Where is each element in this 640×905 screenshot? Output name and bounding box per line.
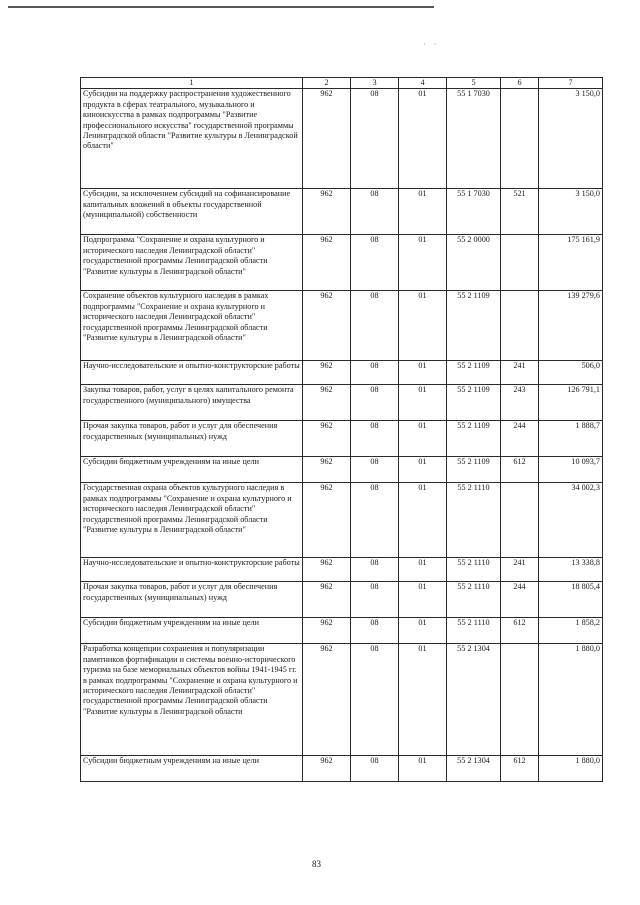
- column-header-3: 3: [351, 78, 399, 89]
- amount: 1 858,2: [539, 618, 603, 644]
- section: 08: [351, 483, 399, 558]
- expense-type: [501, 235, 539, 291]
- section: 08: [351, 235, 399, 291]
- subsection: 01: [399, 189, 447, 235]
- table-row: [81, 385, 603, 421]
- table-row: [81, 756, 603, 782]
- table-row: [81, 235, 603, 291]
- table-row: [81, 558, 603, 582]
- subsection: 01: [399, 582, 447, 618]
- target-article: 55 2 1109: [447, 291, 501, 361]
- section: 08: [351, 291, 399, 361]
- row-description: Субсидии бюджетным учреждениям на иные цели: [81, 618, 303, 644]
- amount: 139 279,6: [539, 291, 603, 361]
- subsection: 01: [399, 421, 447, 457]
- target-article: 55 1 7030: [447, 189, 501, 235]
- table-row: [81, 618, 603, 644]
- amount: 34 002,3: [539, 483, 603, 558]
- section: 08: [351, 89, 399, 189]
- row-description: Сохранение объектов культурного наследия в рамках подпрограммы "Сохранение и охрана культурного и исторического наследия Ленинградской области" государственной программы Ленинградской области "Развитие культуры в Ленинградской области": [81, 291, 303, 361]
- amount: 506,0: [539, 361, 603, 385]
- budget-code: 962: [303, 618, 351, 644]
- column-header-7: 7: [539, 78, 603, 89]
- target-article: 55 2 1304: [447, 644, 501, 756]
- column-header-5: 5: [447, 78, 501, 89]
- budget-code: 962: [303, 457, 351, 483]
- expense-type: 612: [501, 756, 539, 782]
- target-article: 55 2 1109: [447, 457, 501, 483]
- budget-code: 962: [303, 582, 351, 618]
- expense-type: 612: [501, 618, 539, 644]
- subsection: 01: [399, 385, 447, 421]
- page-number: 83: [312, 859, 321, 869]
- target-article: 55 2 1110: [447, 618, 501, 644]
- table-row: [81, 291, 603, 361]
- subsection: 01: [399, 756, 447, 782]
- section: 08: [351, 618, 399, 644]
- row-description: Субсидии на поддержку распространения художественного продукта в сферах театрального, музыкального и киноискусства в рамках подпрограммы "Развитие профессионального искусства" государственной программы Ленинградской области "Развитие культуры в Ленинградской области": [81, 89, 303, 189]
- expense-type: [501, 291, 539, 361]
- table-row: [81, 644, 603, 756]
- column-header-4: 4: [399, 78, 447, 89]
- table-row: [81, 89, 603, 189]
- subsection: 01: [399, 558, 447, 582]
- budget-code: 962: [303, 483, 351, 558]
- target-article: 55 2 1110: [447, 558, 501, 582]
- expense-type: 241: [501, 361, 539, 385]
- subsection: 01: [399, 618, 447, 644]
- section: 08: [351, 558, 399, 582]
- subsection: 01: [399, 483, 447, 558]
- table-row: [81, 189, 603, 235]
- expense-type: [501, 483, 539, 558]
- table-row: [81, 457, 603, 483]
- budget-code: 962: [303, 644, 351, 756]
- expense-type: [501, 89, 539, 189]
- amount: 3 150,0: [539, 89, 603, 189]
- amount: 1 888,7: [539, 421, 603, 457]
- target-article: 55 2 1110: [447, 582, 501, 618]
- subsection: 01: [399, 457, 447, 483]
- row-description: Субсидии бюджетным учреждениям на иные цели: [81, 457, 303, 483]
- amount: 3 150,0: [539, 189, 603, 235]
- target-article: 55 1 7030: [447, 89, 501, 189]
- amount: 1 880,0: [539, 644, 603, 756]
- target-article: 55 2 1109: [447, 361, 501, 385]
- row-description: Научно-исследовательские и опытно-конструкторские работы: [81, 361, 303, 385]
- column-header-2: 2: [303, 78, 351, 89]
- amount: 13 338,8: [539, 558, 603, 582]
- budget-code: 962: [303, 89, 351, 189]
- row-description: Закупка товаров, работ, услуг в целях капитального ремонта государственного (муниципального) имущества: [81, 385, 303, 421]
- expense-type: 241: [501, 558, 539, 582]
- budget-code: 962: [303, 291, 351, 361]
- budget-code: 962: [303, 361, 351, 385]
- header-row: [81, 78, 603, 89]
- section: 08: [351, 189, 399, 235]
- table-row: [81, 582, 603, 618]
- budget-code: 962: [303, 558, 351, 582]
- target-article: 55 2 1109: [447, 421, 501, 457]
- budget-table: [80, 77, 603, 782]
- subsection: 01: [399, 291, 447, 361]
- section: 08: [351, 756, 399, 782]
- section: 08: [351, 361, 399, 385]
- table-row: [81, 421, 603, 457]
- table-row: [81, 483, 603, 558]
- top-rule: [8, 6, 434, 8]
- budget-code: 962: [303, 421, 351, 457]
- subsection: 01: [399, 644, 447, 756]
- budget-code: 962: [303, 189, 351, 235]
- row-description: Субсидии бюджетным учреждениям на иные цели: [81, 756, 303, 782]
- expense-type: 612: [501, 457, 539, 483]
- column-header-1: 1: [81, 78, 303, 89]
- amount: 1 880,0: [539, 756, 603, 782]
- target-article: 55 2 1109: [447, 385, 501, 421]
- target-article: 55 2 0000: [447, 235, 501, 291]
- table-row: [81, 361, 603, 385]
- budget-code: 962: [303, 235, 351, 291]
- subsection: 01: [399, 235, 447, 291]
- row-description: Прочая закупка товаров, работ и услуг для обеспечения государственных (муниципальных) нужд: [81, 582, 303, 618]
- row-description: Подпрограмма "Сохранение и охрана культурного и исторического наследия Ленинградской области" государственной программы Ленинградской области "Развитие культуры в Ленинградской области": [81, 235, 303, 291]
- section: 08: [351, 582, 399, 618]
- subsection: 01: [399, 89, 447, 189]
- expense-type: 243: [501, 385, 539, 421]
- amount: 126 791,1: [539, 385, 603, 421]
- amount: 175 161,9: [539, 235, 603, 291]
- column-header-6: 6: [501, 78, 539, 89]
- amount: 10 093,7: [539, 457, 603, 483]
- target-article: 55 2 1304: [447, 756, 501, 782]
- row-description: Научно-исследовательские и опытно-конструкторские работы: [81, 558, 303, 582]
- row-description: Государственная охрана объектов культурного наследия в рамках подпрограммы "Сохранение и охрана культурного и исторического наследия Ленинградской области" государственной программы Ленинградской области "Развитие культуры в Ленинградской области": [81, 483, 303, 558]
- row-description: Разработка концепции сохранения и популяризации памятников фортификации и системы военно-исторического туризма на базе мемориальных объектов войны 1941-1945 гг. в рамках подпрограммы "Сохранение и охрана культурного и исторического наследия Ленинградской области" государственной программы Ленинградской области "Развитие культуры в Ленинградской области: [81, 644, 303, 756]
- expense-type: 244: [501, 582, 539, 618]
- section: 08: [351, 421, 399, 457]
- budget-code: 962: [303, 385, 351, 421]
- scan-specks: · ·: [423, 40, 440, 49]
- expense-type: 521: [501, 189, 539, 235]
- subsection: 01: [399, 361, 447, 385]
- row-description: Субсидии, за исключением субсидий на софинансирование капитальных вложений в объекты государственной (муниципальной) собственности: [81, 189, 303, 235]
- expense-type: [501, 644, 539, 756]
- row-description: Прочая закупка товаров, работ и услуг для обеспечения государственных (муниципальных) нужд: [81, 421, 303, 457]
- section: 08: [351, 644, 399, 756]
- section: 08: [351, 385, 399, 421]
- target-article: 55 2 1110: [447, 483, 501, 558]
- budget-code: 962: [303, 756, 351, 782]
- expense-type: 244: [501, 421, 539, 457]
- section: 08: [351, 457, 399, 483]
- amount: 18 805,4: [539, 582, 603, 618]
